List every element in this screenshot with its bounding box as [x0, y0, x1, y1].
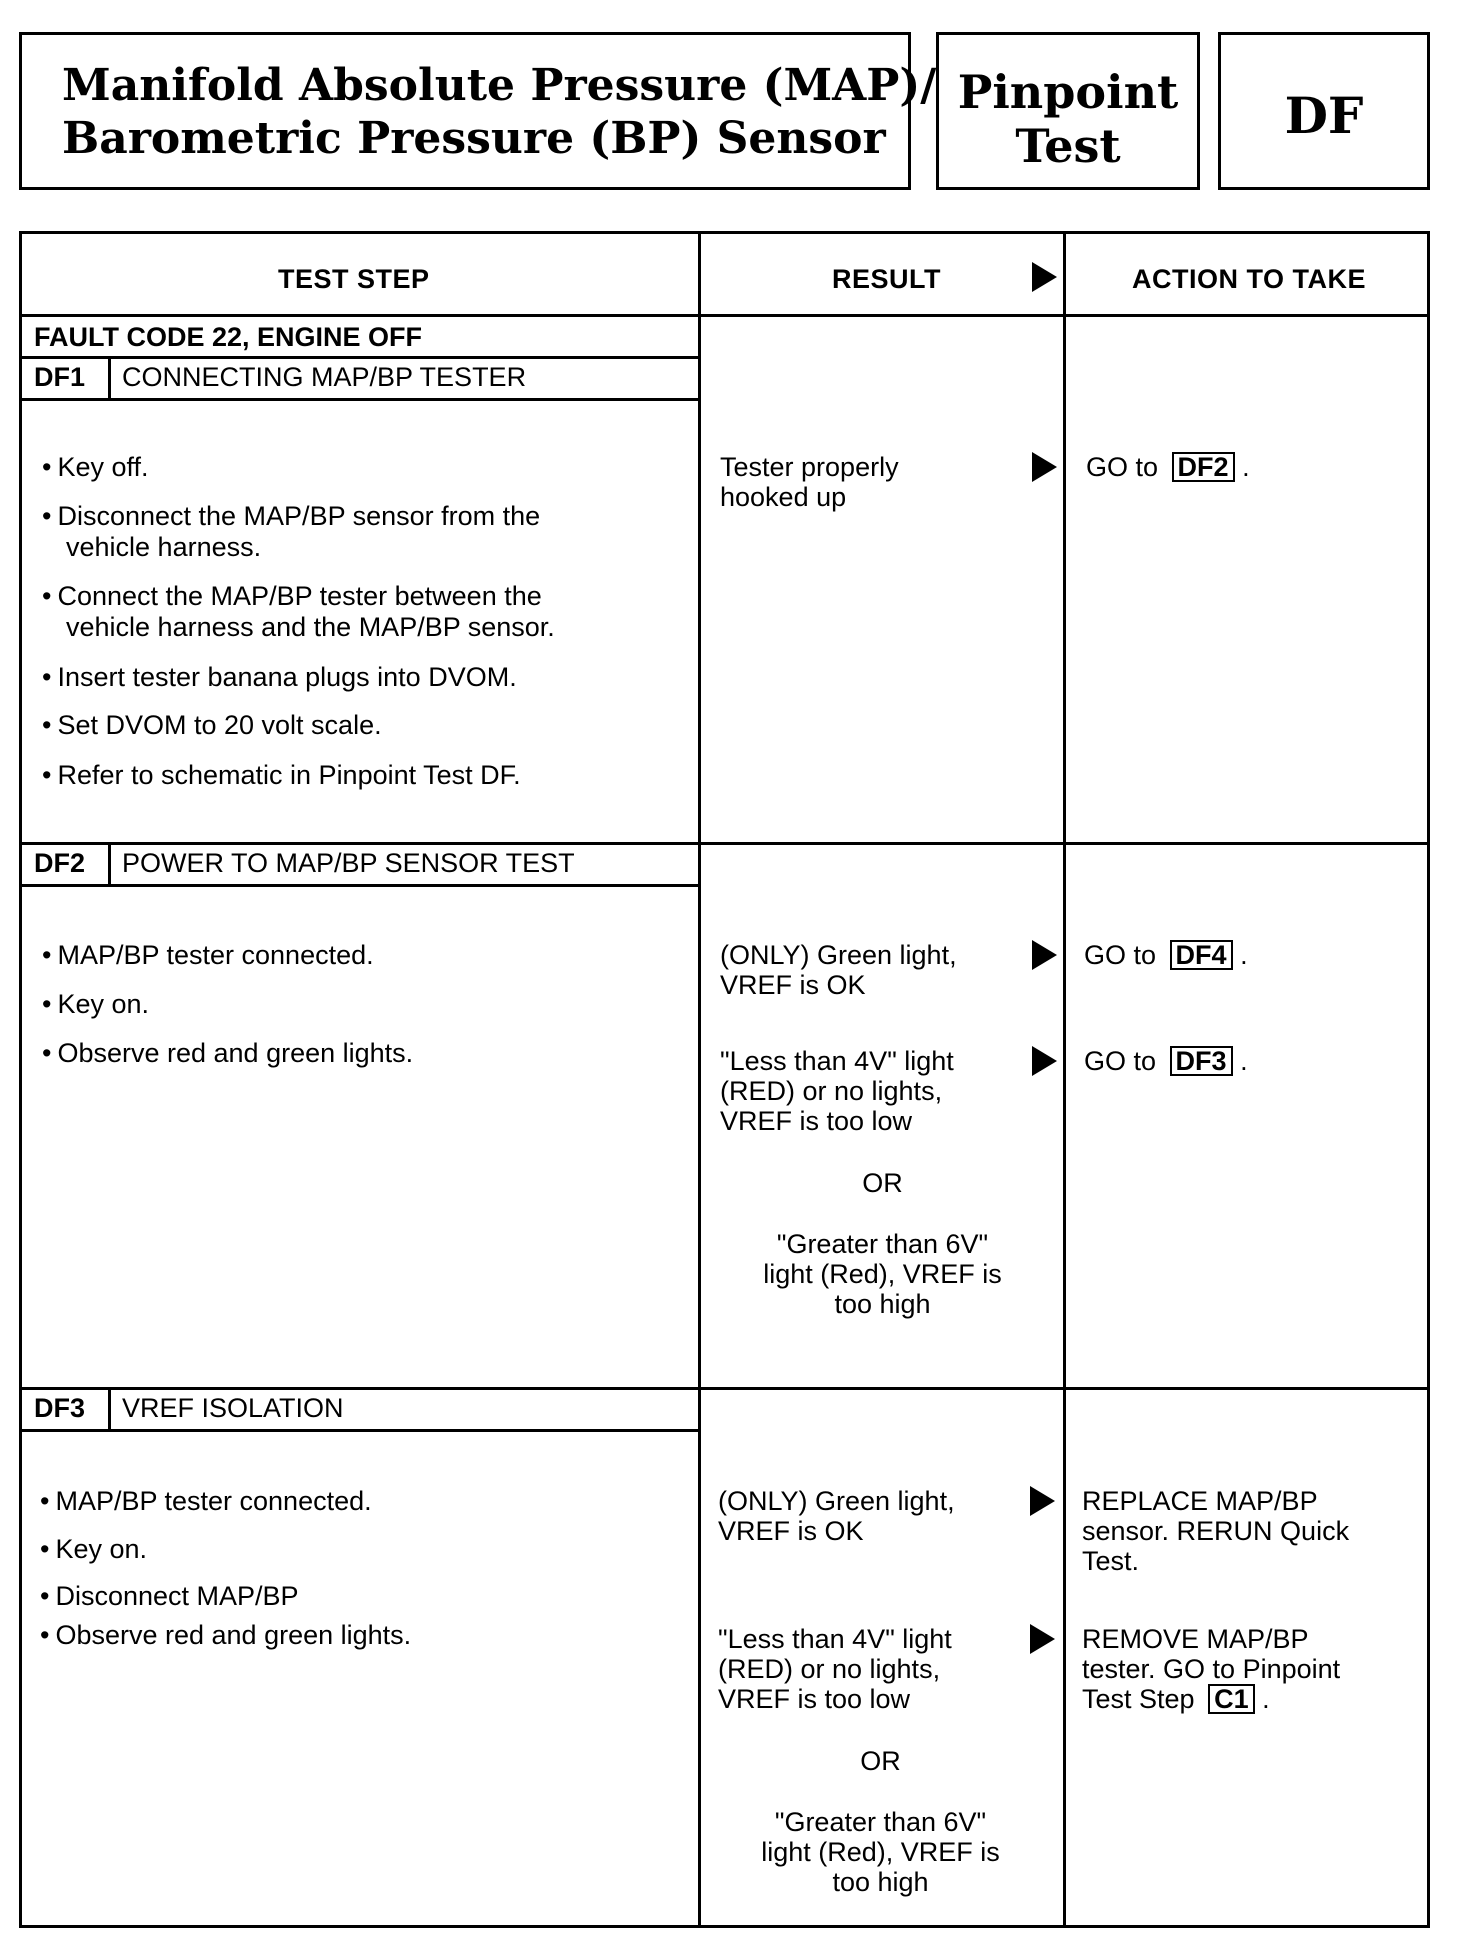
- df2-step: • Observe red and green lights.: [42, 1038, 413, 1069]
- action-text: .: [1242, 452, 1250, 482]
- action-text: .: [1240, 940, 1248, 970]
- df2-step: • Key on.: [42, 989, 149, 1020]
- or-label: OR: [860, 1746, 901, 1776]
- section-divider: [22, 1387, 1427, 1390]
- step-title-df2: POWER TO MAP/BP SENSOR TEST: [122, 848, 575, 878]
- df3-action: tester. GO to Pinpoint: [1082, 1654, 1341, 1684]
- df2-result: VREF is too low: [720, 1106, 913, 1136]
- df3-action: sensor. RERUN Quick: [1082, 1516, 1350, 1546]
- action-text: .: [1240, 1046, 1248, 1076]
- test-code: DF: [1284, 86, 1364, 145]
- result-arrow-icon: [1030, 1624, 1055, 1654]
- df3-step: • Key on.: [40, 1534, 147, 1565]
- step-ref-c1: C1: [1208, 1684, 1255, 1714]
- df1-step-cont: vehicle harness and the MAP/BP sensor.: [66, 612, 555, 642]
- step-ref-df3: DF3: [1170, 1046, 1233, 1076]
- result-arrow-icon: [1030, 1486, 1055, 1516]
- step-id-df2: DF2: [34, 848, 86, 878]
- column-divider-action: [1063, 234, 1066, 1925]
- step-title-df3: VREF ISOLATION: [122, 1393, 344, 1423]
- df2-action: [1084, 1046, 1248, 1077]
- divider: [108, 358, 111, 398]
- title-line-2: Barometric Pressure (BP) Sensor: [62, 113, 886, 164]
- fault-code-label: FAULT CODE 22, ENGINE OFF: [34, 322, 423, 352]
- df2-action: [1084, 940, 1248, 971]
- result-arrow-icon: [1032, 262, 1057, 292]
- df2-result: (RED) or no lights,: [720, 1076, 943, 1106]
- df3-result: VREF is OK: [718, 1516, 864, 1546]
- divider: [108, 844, 111, 884]
- df3-result: (ONLY) Green light,: [718, 1486, 955, 1516]
- df2-step: • MAP/BP tester connected.: [42, 940, 374, 971]
- divider: [22, 884, 700, 887]
- df3-result: light (Red), VREF is: [761, 1837, 1000, 1867]
- df1-step: • Key off.: [42, 452, 149, 483]
- df2-result: light (Red), VREF is: [763, 1259, 1002, 1289]
- divider: [22, 356, 700, 359]
- header-result: RESULT: [832, 264, 941, 294]
- df3-result: too high: [832, 1867, 929, 1897]
- df1-step: • Refer to schematic in Pinpoint Test DF.: [42, 760, 521, 791]
- df3-action: [1082, 1684, 1270, 1715]
- action-text: .: [1262, 1684, 1270, 1714]
- test-label: Test: [1015, 119, 1121, 173]
- or-label: OR: [862, 1168, 903, 1198]
- divider: [22, 1429, 700, 1432]
- column-divider-result: [698, 234, 701, 1925]
- action-text: GO to: [1084, 1046, 1157, 1076]
- df3-result: "Greater than 6V": [774, 1807, 987, 1837]
- df1-step: • Set DVOM to 20 volt scale.: [42, 710, 382, 741]
- df3-result: (RED) or no lights,: [718, 1654, 941, 1684]
- result-arrow-icon: [1032, 1046, 1057, 1076]
- df3-step: • Observe red and green lights.: [40, 1620, 411, 1651]
- df1-result: Tester properly: [720, 452, 899, 482]
- pinpoint-table: [19, 231, 1430, 1928]
- step-ref-df2: DF2: [1172, 452, 1235, 482]
- divider: [22, 398, 700, 401]
- df1-step: • Insert tester banana plugs into DVOM.: [42, 662, 517, 693]
- action-text: GO to: [1084, 940, 1157, 970]
- section-divider: [22, 842, 1427, 845]
- header-test-step: TEST STEP: [278, 264, 430, 294]
- df3-action: REMOVE MAP/BP: [1082, 1624, 1309, 1654]
- action-text: GO to: [1086, 452, 1159, 482]
- df1-step-cont: vehicle harness.: [66, 532, 262, 562]
- page-title: [62, 59, 936, 165]
- df3-result: "Less than 4V" light: [718, 1624, 952, 1654]
- result-arrow-icon: [1032, 940, 1057, 970]
- pinpoint-test-box: [936, 32, 1200, 190]
- header-divider: [22, 314, 1427, 317]
- step-id-df3: DF3: [34, 1393, 86, 1423]
- result-arrow-icon: [1032, 452, 1057, 482]
- df2-result: (ONLY) Green light,: [720, 940, 957, 970]
- title-box: [19, 32, 937, 190]
- df3-step: • Disconnect MAP/BP: [40, 1581, 299, 1612]
- divider: [108, 1389, 111, 1429]
- df2-result: "Less than 4V" light: [720, 1046, 954, 1076]
- df1-action: [1086, 452, 1250, 483]
- df1-step: • Connect the MAP/BP tester between the: [42, 581, 542, 612]
- title-line-1: Manifold Absolute Pressure (MAP)/: [62, 60, 937, 111]
- step-ref-df4: DF4: [1170, 940, 1233, 970]
- step-title-df1: CONNECTING MAP/BP TESTER: [122, 362, 527, 392]
- df3-action: Test.: [1082, 1546, 1140, 1576]
- step-id-df1: DF1: [34, 362, 86, 392]
- test-code-box: [1218, 32, 1430, 190]
- df2-result: too high: [834, 1289, 931, 1319]
- df3-action: REPLACE MAP/BP: [1082, 1486, 1318, 1516]
- df1-step: • Disconnect the MAP/BP sensor from the: [42, 501, 540, 532]
- df3-result: VREF is too low: [718, 1684, 911, 1714]
- pinpoint-label: Pinpoint: [957, 65, 1179, 119]
- df2-result: "Greater than 6V": [776, 1229, 989, 1259]
- df2-result: VREF is OK: [720, 970, 866, 1000]
- action-text: Test Step: [1082, 1684, 1195, 1714]
- df1-result: hooked up: [720, 482, 847, 512]
- df3-step: • MAP/BP tester connected.: [40, 1486, 372, 1517]
- header-action: ACTION TO TAKE: [1132, 264, 1366, 294]
